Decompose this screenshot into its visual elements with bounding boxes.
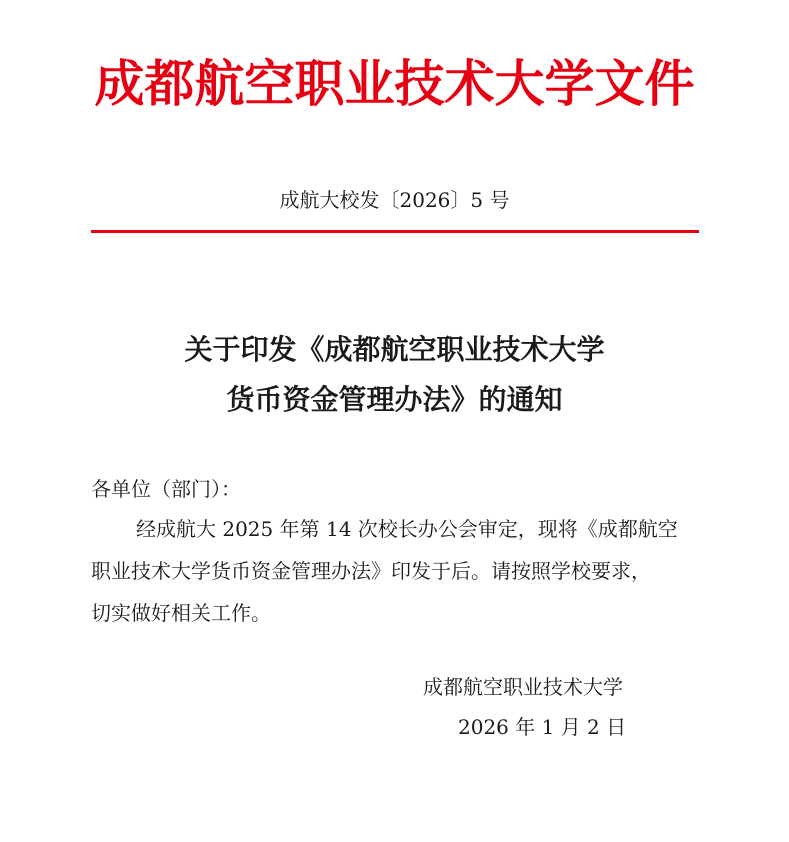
notice-title-line-1: 关于印发《成都航空职业技术大学 [184, 333, 605, 366]
document-header-title: 成都航空职业技术大学文件 [94, 54, 695, 113]
issuer-signature: 成都航空职业技术大学 [423, 675, 623, 699]
notice-title-line-2: 货币资金管理办法》的通知 [226, 383, 563, 416]
body-text-line: 经成航大 2025 年第 14 次校长办公会审定，现将《成都航空 [136, 517, 678, 541]
issue-date: 2026 年 1 月 2 日 [458, 715, 627, 739]
red-divider-line [91, 230, 699, 233]
salutation: 各单位（部门）： [91, 477, 241, 501]
body-text-line: 职业技术大学货币资金管理办法》印发于后。请按照学校要求， [91, 559, 651, 583]
body-text-line: 切实做好相关工作。 [91, 601, 271, 625]
document-number: 成航大校发〔2026〕5 号 [279, 188, 510, 212]
